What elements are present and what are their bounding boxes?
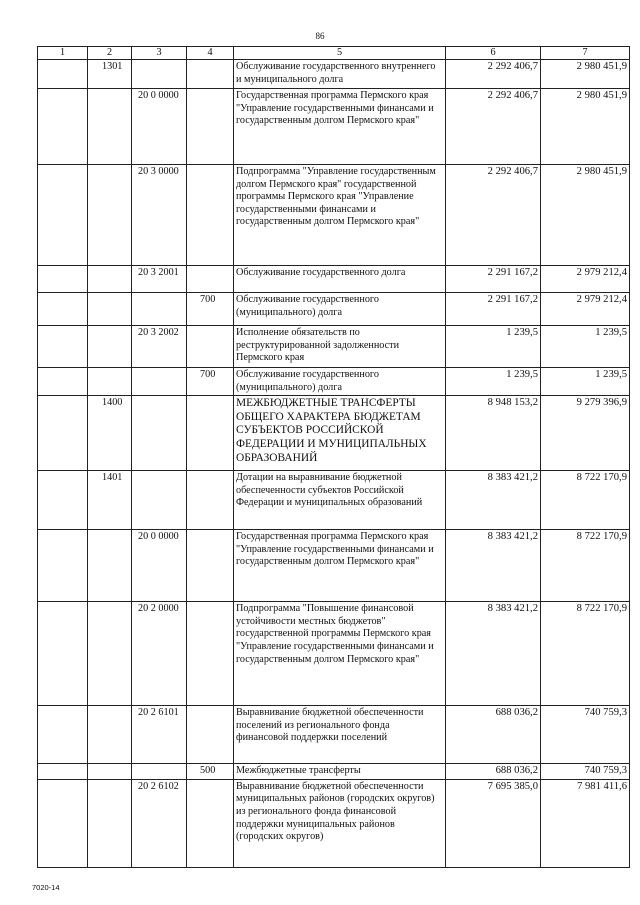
cell-section: [88, 706, 132, 764]
table-row: [38, 89, 630, 165]
cell-amount-col7: 1 239,5: [541, 368, 630, 396]
cell-name: Обслуживание государственного внутреннего и муниципального долга: [234, 60, 446, 89]
cell-section: [88, 764, 132, 780]
table-row: [38, 764, 630, 780]
cell-amount-col6: 2 291 167,2: [446, 266, 541, 293]
cell-col1: [38, 326, 88, 368]
cell-expense-type: [187, 266, 234, 293]
cell-name: Выравнивание бюджетной обеспеченности муниципальных районов (городских округов) из регионального фонда финансовой поддержки муниципальных районов (городских округов): [234, 779, 446, 867]
table-row: [38, 779, 630, 867]
cell-target-article: 20 3 2001: [132, 266, 187, 293]
cell-expense-type: [187, 602, 234, 706]
cell-amount-col6: 1 239,5: [446, 326, 541, 368]
cell-section: 1401: [88, 471, 132, 530]
cell-amount-col7: 740 759,3: [541, 706, 630, 764]
cell-amount-col7: 2 980 451,9: [541, 165, 630, 266]
table-row: [38, 396, 630, 471]
cell-name: Обслуживание государственного долга: [234, 266, 446, 293]
table-row: [38, 293, 630, 326]
cell-col1: [38, 779, 88, 867]
cell-expense-type: [187, 396, 234, 471]
cell-section: [88, 602, 132, 706]
table-row: [38, 530, 630, 602]
cell-section: [88, 779, 132, 867]
cell-expense-type: [187, 706, 234, 764]
cell-target-article: 20 0 0000: [132, 89, 187, 165]
cell-name: Выравнивание бюджетной обеспеченности поселений из регионального фонда финансовой поддержки поселений: [234, 706, 446, 764]
cell-target-article: [132, 293, 187, 326]
cell-target-article: 20 2 6101: [132, 706, 187, 764]
cell-col1: [38, 293, 88, 326]
cell-expense-type: [187, 530, 234, 602]
cell-name: Обслуживание государственного (муниципального) долга: [234, 293, 446, 326]
cell-amount-col6: 2 292 406,7: [446, 60, 541, 89]
cell-name: Обслуживание государственного (муниципального) долга: [234, 368, 446, 396]
cell-name: Подпрограмма "Повышение финансовой устойчивости местных бюджетов" государственной программы Пермского края "Управление государственными финансами и государственным долгом Пермского края": [234, 602, 446, 706]
header-cell: 5: [234, 47, 446, 60]
cell-name: Подпрограмма "Управление государственным долгом Пермского края" государственной программы Пермского края "Управление государственными финансами и государственным долгом Пермского края": [234, 165, 446, 266]
cell-amount-col6: 8 383 421,2: [446, 530, 541, 602]
cell-name: Дотации на выравнивание бюджетной обеспеченности субъектов Российской Федерации и муниципальных образований: [234, 471, 446, 530]
cell-amount-col6: 2 292 406,7: [446, 165, 541, 266]
cell-section: [88, 89, 132, 165]
cell-amount-col7: 740 759,3: [541, 764, 630, 780]
cell-name: Межбюджетные трансферты: [234, 764, 446, 780]
table-row: [38, 471, 630, 530]
cell-expense-type: 500: [187, 764, 234, 780]
header-cell: 4: [187, 47, 234, 60]
cell-amount-col6: 2 292 406,7: [446, 89, 541, 165]
cell-name: Исполнение обязательств по реструктурированной задолженности Пермского края: [234, 326, 446, 368]
cell-amount-col7: 2 979 212,4: [541, 293, 630, 326]
cell-amount-col7: 1 239,5: [541, 326, 630, 368]
document-code: 7020-14: [32, 883, 60, 892]
cell-col1: [38, 60, 88, 89]
cell-amount-col6: 8 948 153,2: [446, 396, 541, 471]
cell-amount-col6: 688 036,2: [446, 706, 541, 764]
cell-target-article: [132, 396, 187, 471]
table-row: [38, 266, 630, 293]
cell-name: Государственная программа Пермского края "Управление государственными финансами и государственным долгом Пермского края": [234, 530, 446, 602]
cell-section: 1301: [88, 60, 132, 89]
cell-col1: [38, 706, 88, 764]
cell-amount-col7: 9 279 396,9: [541, 396, 630, 471]
table-row: [38, 706, 630, 764]
cell-amount-col7: 8 722 170,9: [541, 602, 630, 706]
cell-target-article: 20 2 0000: [132, 602, 187, 706]
cell-amount-col6: 688 036,2: [446, 764, 541, 780]
cell-amount-col7: 7 981 411,6: [541, 779, 630, 867]
table-row: [38, 165, 630, 266]
cell-section: [88, 266, 132, 293]
cell-col1: [38, 165, 88, 266]
cell-col1: [38, 471, 88, 530]
table-row: [38, 60, 630, 89]
cell-name: Государственная программа Пермского края "Управление государственными финансами и государственным долгом Пермского края": [234, 89, 446, 165]
cell-section: 1400: [88, 396, 132, 471]
cell-section: [88, 165, 132, 266]
cell-section: [88, 530, 132, 602]
cell-target-article: [132, 60, 187, 89]
cell-amount-col7: 2 980 451,9: [541, 89, 630, 165]
cell-amount-col6: 7 695 385,0: [446, 779, 541, 867]
cell-section: [88, 368, 132, 396]
header-cell: 7: [541, 47, 630, 60]
cell-col1: [38, 89, 88, 165]
cell-section: [88, 326, 132, 368]
header-cell: 1: [38, 47, 88, 60]
cell-col1: [38, 396, 88, 471]
cell-amount-col7: 8 722 170,9: [541, 530, 630, 602]
header-cell: 3: [132, 47, 187, 60]
cell-section: [88, 293, 132, 326]
table-row: [38, 368, 630, 396]
cell-target-article: 20 3 0000: [132, 165, 187, 266]
cell-col1: [38, 368, 88, 396]
cell-amount-col6: 1 239,5: [446, 368, 541, 396]
cell-expense-type: [187, 471, 234, 530]
cell-col1: [38, 530, 88, 602]
cell-amount-col6: 8 383 421,2: [446, 471, 541, 530]
cell-expense-type: [187, 326, 234, 368]
header-cell: 2: [88, 47, 132, 60]
table-body: [38, 60, 630, 868]
cell-target-article: [132, 764, 187, 780]
cell-target-article: 20 3 2002: [132, 326, 187, 368]
table-row: [38, 602, 630, 706]
page-number: 86: [315, 31, 325, 41]
cell-target-article: 20 0 0000: [132, 530, 187, 602]
cell-amount-col7: 2 980 451,9: [541, 60, 630, 89]
cell-expense-type: 700: [187, 293, 234, 326]
cell-expense-type: [187, 60, 234, 89]
cell-col1: [38, 266, 88, 293]
cell-amount-col6: 8 383 421,2: [446, 602, 541, 706]
cell-amount-col7: 8 722 170,9: [541, 471, 630, 530]
cell-expense-type: [187, 779, 234, 867]
header-row: [38, 47, 630, 60]
cell-name: МЕЖБЮДЖЕТНЫЕ ТРАНСФЕРТЫ ОБЩЕГО ХАРАКТЕРА БЮДЖЕТАМ СУБЪЕКТОВ РОССИЙСКОЙ ФЕДЕРАЦИИ И МУНИЦИПАЛЬНЫХ ОБРАЗОВАНИЙ: [234, 396, 446, 471]
cell-target-article: [132, 471, 187, 530]
cell-col1: [38, 764, 88, 780]
table-row: [38, 326, 630, 368]
cell-amount-col6: 2 291 167,2: [446, 293, 541, 326]
cell-target-article: 20 2 6102: [132, 779, 187, 867]
cell-col1: [38, 602, 88, 706]
cell-expense-type: [187, 165, 234, 266]
cell-expense-type: [187, 89, 234, 165]
budget-table: [37, 46, 630, 868]
cell-target-article: [132, 368, 187, 396]
header-cell: 6: [446, 47, 541, 60]
cell-expense-type: 700: [187, 368, 234, 396]
cell-amount-col7: 2 979 212,4: [541, 266, 630, 293]
